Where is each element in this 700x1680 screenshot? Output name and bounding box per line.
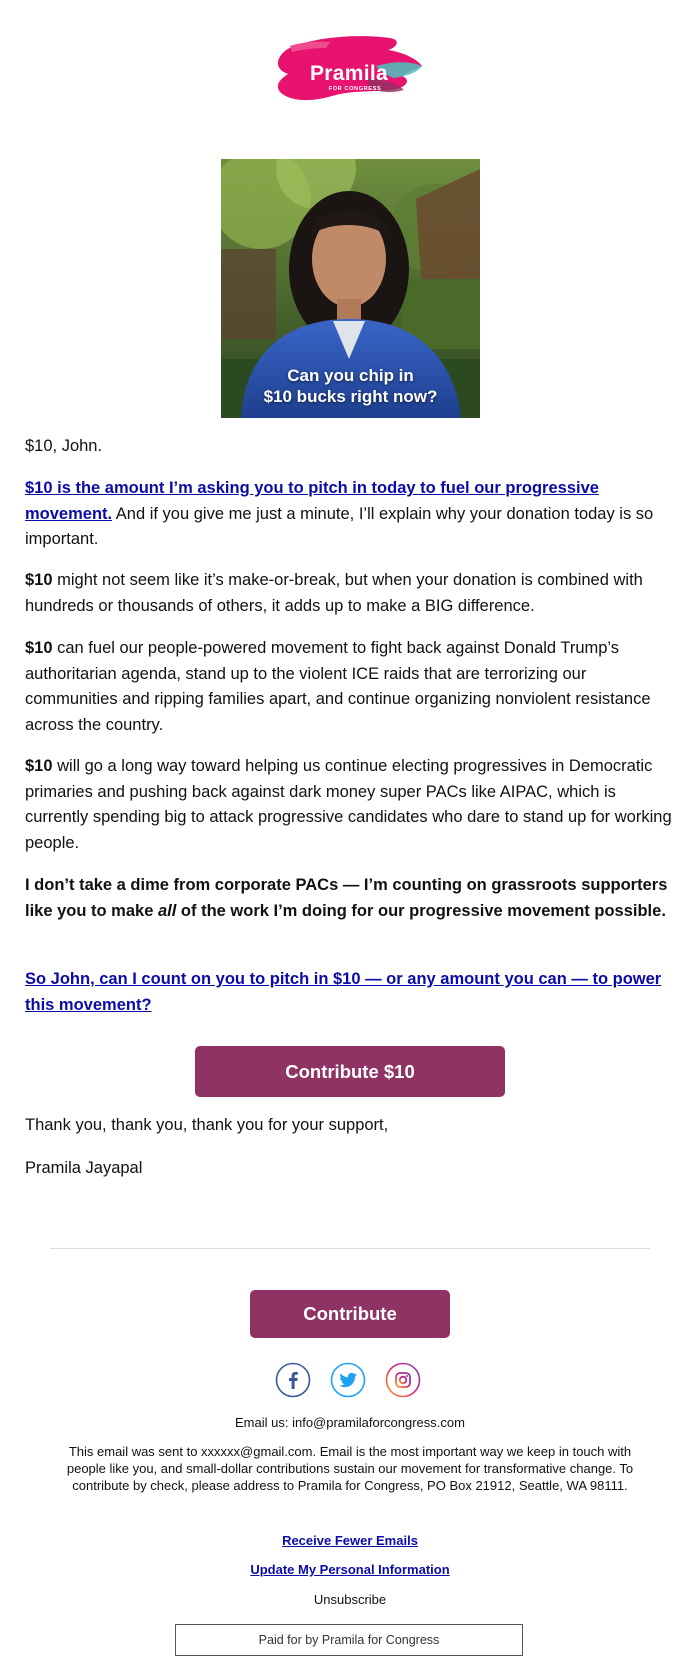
paragraph-intro (25, 476, 675, 553)
paragraph-5-text-b: of the work I’m doing for our progressive movement possible. (176, 901, 666, 920)
donate-link-ask[interactable]: So John, can I count on you to pitch in $10 — or any amount you can — to power this movement? (25, 970, 662, 1014)
signature: Pramila Jayapal (25, 1159, 143, 1177)
paragraph-4-text: will go a long way toward helping us continue electing progressives in Democratic primaries and pushing back against dark money super PACs like AIPAC, which is currently spending big to attack progressive candidates who dare to stand up for working people. (25, 757, 672, 852)
paragraph-intro-text: And if you give me just a minute, I’ll explain why your donation today is so important. (25, 504, 654, 548)
twitter-icon-graphic (330, 1362, 366, 1398)
contribute-10-button[interactable]: Contribute $10 (195, 1046, 505, 1097)
campaign-logo (272, 32, 426, 106)
twitter-icon[interactable] (330, 1362, 366, 1398)
update-info-row (50, 1561, 650, 1578)
receive-fewer-emails-link[interactable]: Receive Fewer Emails (282, 1533, 418, 1548)
paragraph-3-amount: $10 (25, 639, 53, 657)
paragraph-6 (25, 967, 675, 1018)
paragraph-4 (25, 754, 675, 856)
paragraph-3-text: can fuel our people-powered movement to fight back against Donald Trump’s authoritarian agenda, stand up to the violent ICE raids that are terrorizing our communities and ripping families apart, and continue organizing nonviolent resistance across the country. (25, 639, 651, 734)
facebook-icon[interactable] (275, 1362, 311, 1398)
paragraph-2 (25, 568, 675, 619)
hero-caption (221, 365, 480, 407)
paragraph-5-text-a: I don’t take a dime from corporate PACs — I’m counting on grassroots supporters like you to make (25, 876, 668, 920)
paragraph-5-emphasis: all (157, 901, 177, 920)
logo-subtitle: FOR CONGRESS (328, 86, 382, 92)
hero-caption-line2: $10 bucks right now? (263, 387, 438, 406)
email-us-line: Email us: info@pramilaforcongress.com (235, 1415, 465, 1430)
facebook-icon-graphic (275, 1362, 311, 1398)
instagram-icon[interactable] (385, 1362, 421, 1398)
receive-fewer-emails-row (50, 1532, 650, 1549)
footer-disclaimer: This email was sent to xxxxxx@gmail.com. Email is the most important way we keep in touch with people like you, and small-dollar contributions sustain our movement for transformative change. To contribute by check, please address to Pramila for Congress, PO Box 21912, Seattle, WA 98111. (66, 1444, 634, 1493)
paid-for-disclaimer: Paid for by Pramila for Congress (175, 1624, 523, 1656)
paragraph-2-text: might not seem like it’s make-or-break, but when your donation is combined with hundreds or thousands of others, it adds up to make a BIG difference. (25, 571, 643, 615)
contribute-button[interactable]: Contribute (250, 1290, 450, 1338)
logo-name: Pramila (310, 62, 388, 85)
paragraph-5 (25, 873, 675, 924)
instagram-icon-graphic (385, 1362, 421, 1398)
paragraph-2-amount: $10 (25, 571, 53, 589)
hero-caption-line1: Can you chip in (287, 366, 414, 385)
divider (50, 1248, 650, 1249)
donate-link-intro[interactable]: $10 is the amount I’m asking you to pitch in today to fuel our progressive movement. (25, 479, 599, 523)
unsubscribe-link[interactable]: Unsubscribe (313, 1592, 387, 1607)
paragraph-3 (25, 636, 675, 738)
thanks-line: Thank you, thank you, thank you for your support, (25, 1116, 389, 1134)
update-personal-info-link[interactable]: Update My Personal Information (250, 1562, 450, 1577)
hero-image[interactable] (221, 159, 480, 418)
greeting: $10, John. (25, 437, 103, 455)
paragraph-4-amount: $10 (25, 757, 53, 775)
